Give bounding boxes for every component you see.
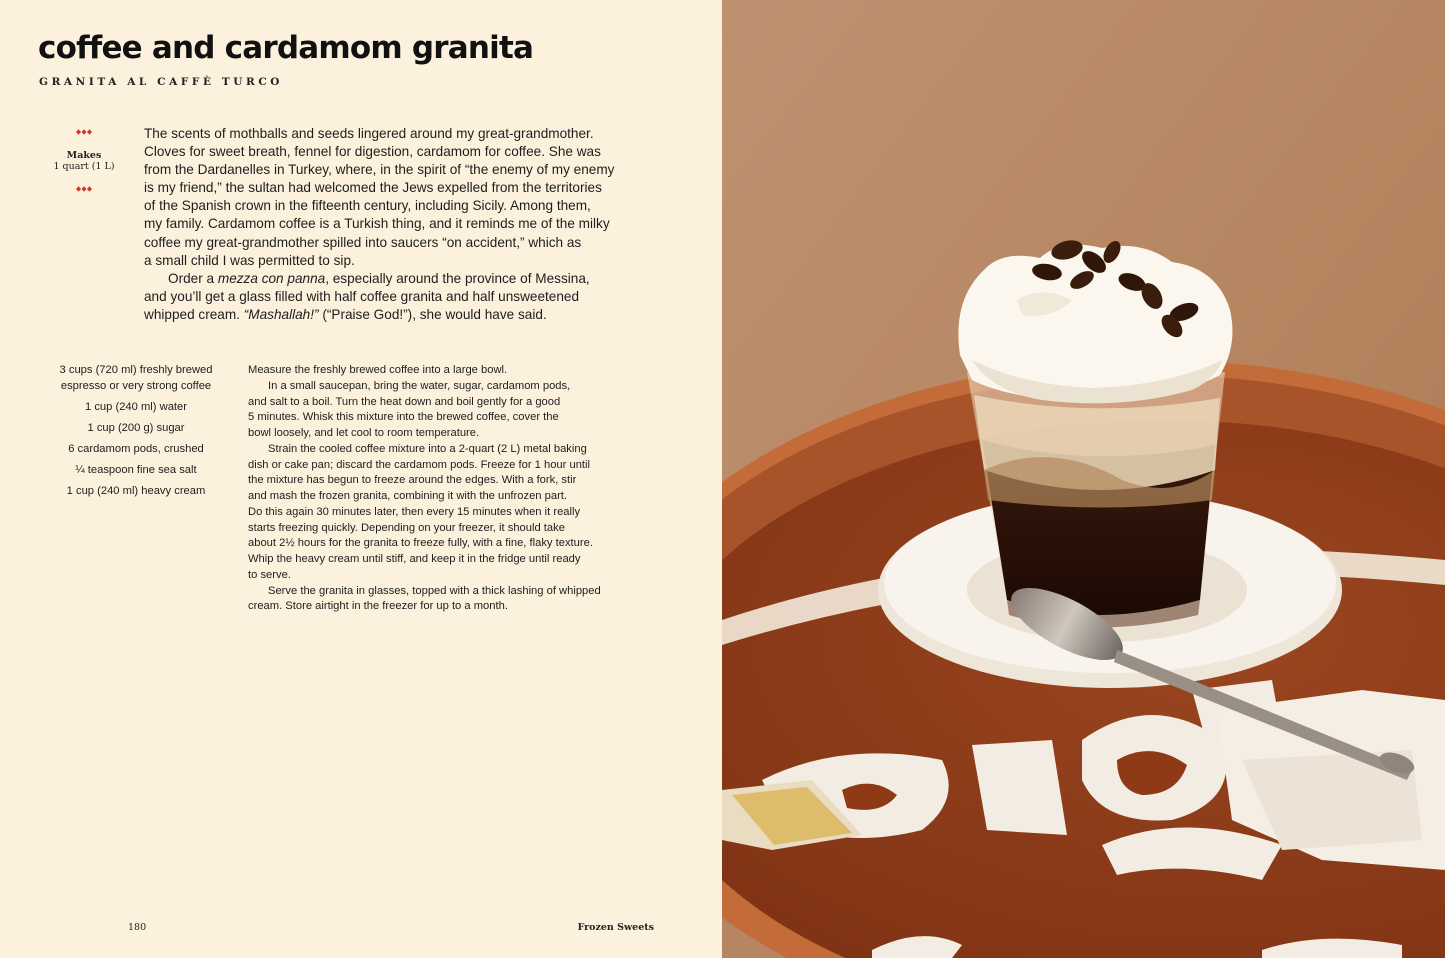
method-line: to serve. [248,568,291,581]
headnote-line: The scents of mothballs and seeds lingered around my great-grandmother. [144,126,594,141]
headnote-line: Order a mezza con panna, especially around the province of Messina, [168,270,590,286]
diamond-ornament-icon [76,129,92,135]
yield-amount: 1 quart (1 L) [53,161,115,172]
headnote-line: and you’ll get a glass filled with half coffee granita and half unsweetened [144,288,580,304]
recipe-photo [722,0,1445,958]
recipe-yield [40,150,128,172]
ingredient-item: ¼ teaspoon fine sea salt [75,463,197,476]
method-line: Do this again 30 minutes later, then every 15 minutes when it really [248,505,581,518]
ingredient-item: 1 cup (240 ml) water [85,400,187,413]
method-steps [248,363,658,615]
method-line: and mash the frozen granita, combining it with the unfrozen part. [248,490,568,502]
method-line: 5 minutes. Whisk this mixture into the brewed coffee, cover the [248,411,559,424]
method-line: starts freezing quickly. Depending on your freezer, it should take [248,521,565,534]
method-line: In a small saucepan, bring the water, sugar, cardamom pods, [268,379,571,392]
ingredient-item: 6 cardamom pods, crushed [68,442,204,455]
recipe-subtitle: GRANITA AL CAFFÈ TURCO [39,76,284,88]
diamond-ornament-icon [76,186,92,192]
italic-phrase: “Mashallah!” [243,306,319,322]
granita-photo-image [722,0,1445,958]
ingredient-item: 1 cup (240 ml) heavy cream [66,485,206,498]
headnote-line: coffee my great-grandmother spilled into saucers “on accident,” which as [144,234,582,250]
page-number: 180 [128,922,147,933]
method-line: Strain the cooled coffee mixture into a 2-quart (2 L) metal baking [268,442,587,455]
headnote-line: is my friend,” the sultan had welcomed the Jews expelled from the territories [144,180,602,196]
headnote-line: a small child I was permitted to sip. [144,252,355,268]
method-line: about 2½ hours for the granita to freeze fully, with a fine, flaky texture. [248,537,593,550]
headnote-line: whipped cream. “Mashallah!” (“Praise God!”), she would have said. [144,306,547,322]
ingredient-item: 1 cup (200 g) sugar [87,421,185,434]
yield-label: Makes [66,150,102,161]
section-name: Frozen Sweets [577,922,654,933]
headnote [144,125,654,324]
recipe-page [0,0,722,958]
method-line: dish or cake pan; discard the cardamom pods. Freeze for 1 hour until [248,458,591,471]
method-line: Measure the freshly brewed coffee into a large bowl. [248,364,508,376]
headnote-line: Cloves for sweet breath, fennel for digestion, cardamom for coffee. She was [144,144,601,160]
recipe-title: coffee and cardamom granita [38,30,534,66]
method-line: Serve the granita in glasses, topped with a thick lashing of whipped [268,584,601,597]
ingredient-list [40,363,232,505]
method-line: and salt to a boil. Turn the heat down and boil gently for a good [248,395,561,408]
ingredient-item: 3 cups (720 ml) freshly brewed espresso or very strong coffee [59,364,213,392]
headnote-line: my family. Cardamom coffee is a Turkish thing, and it reminds me of the milky [144,216,610,232]
italic-phrase: mezza con panna [217,270,326,286]
method-line: bowl loosely, and let cool to room temperature. [248,427,480,439]
headnote-line: from the Dardanelles in Turkey, where, in the spirit of “the enemy of my enemy [144,162,615,178]
method-line: Whip the heavy cream until stiff, and keep it in the fridge until ready [248,553,581,565]
method-line: the mixture has begun to freeze around the edges. With a fork, stir [248,474,577,487]
method-line: cream. Store airtight in the freezer for up to a month. [248,600,508,613]
headnote-line: of the Spanish crown in the fifteenth century, including Sicily. Among them, [144,198,591,214]
